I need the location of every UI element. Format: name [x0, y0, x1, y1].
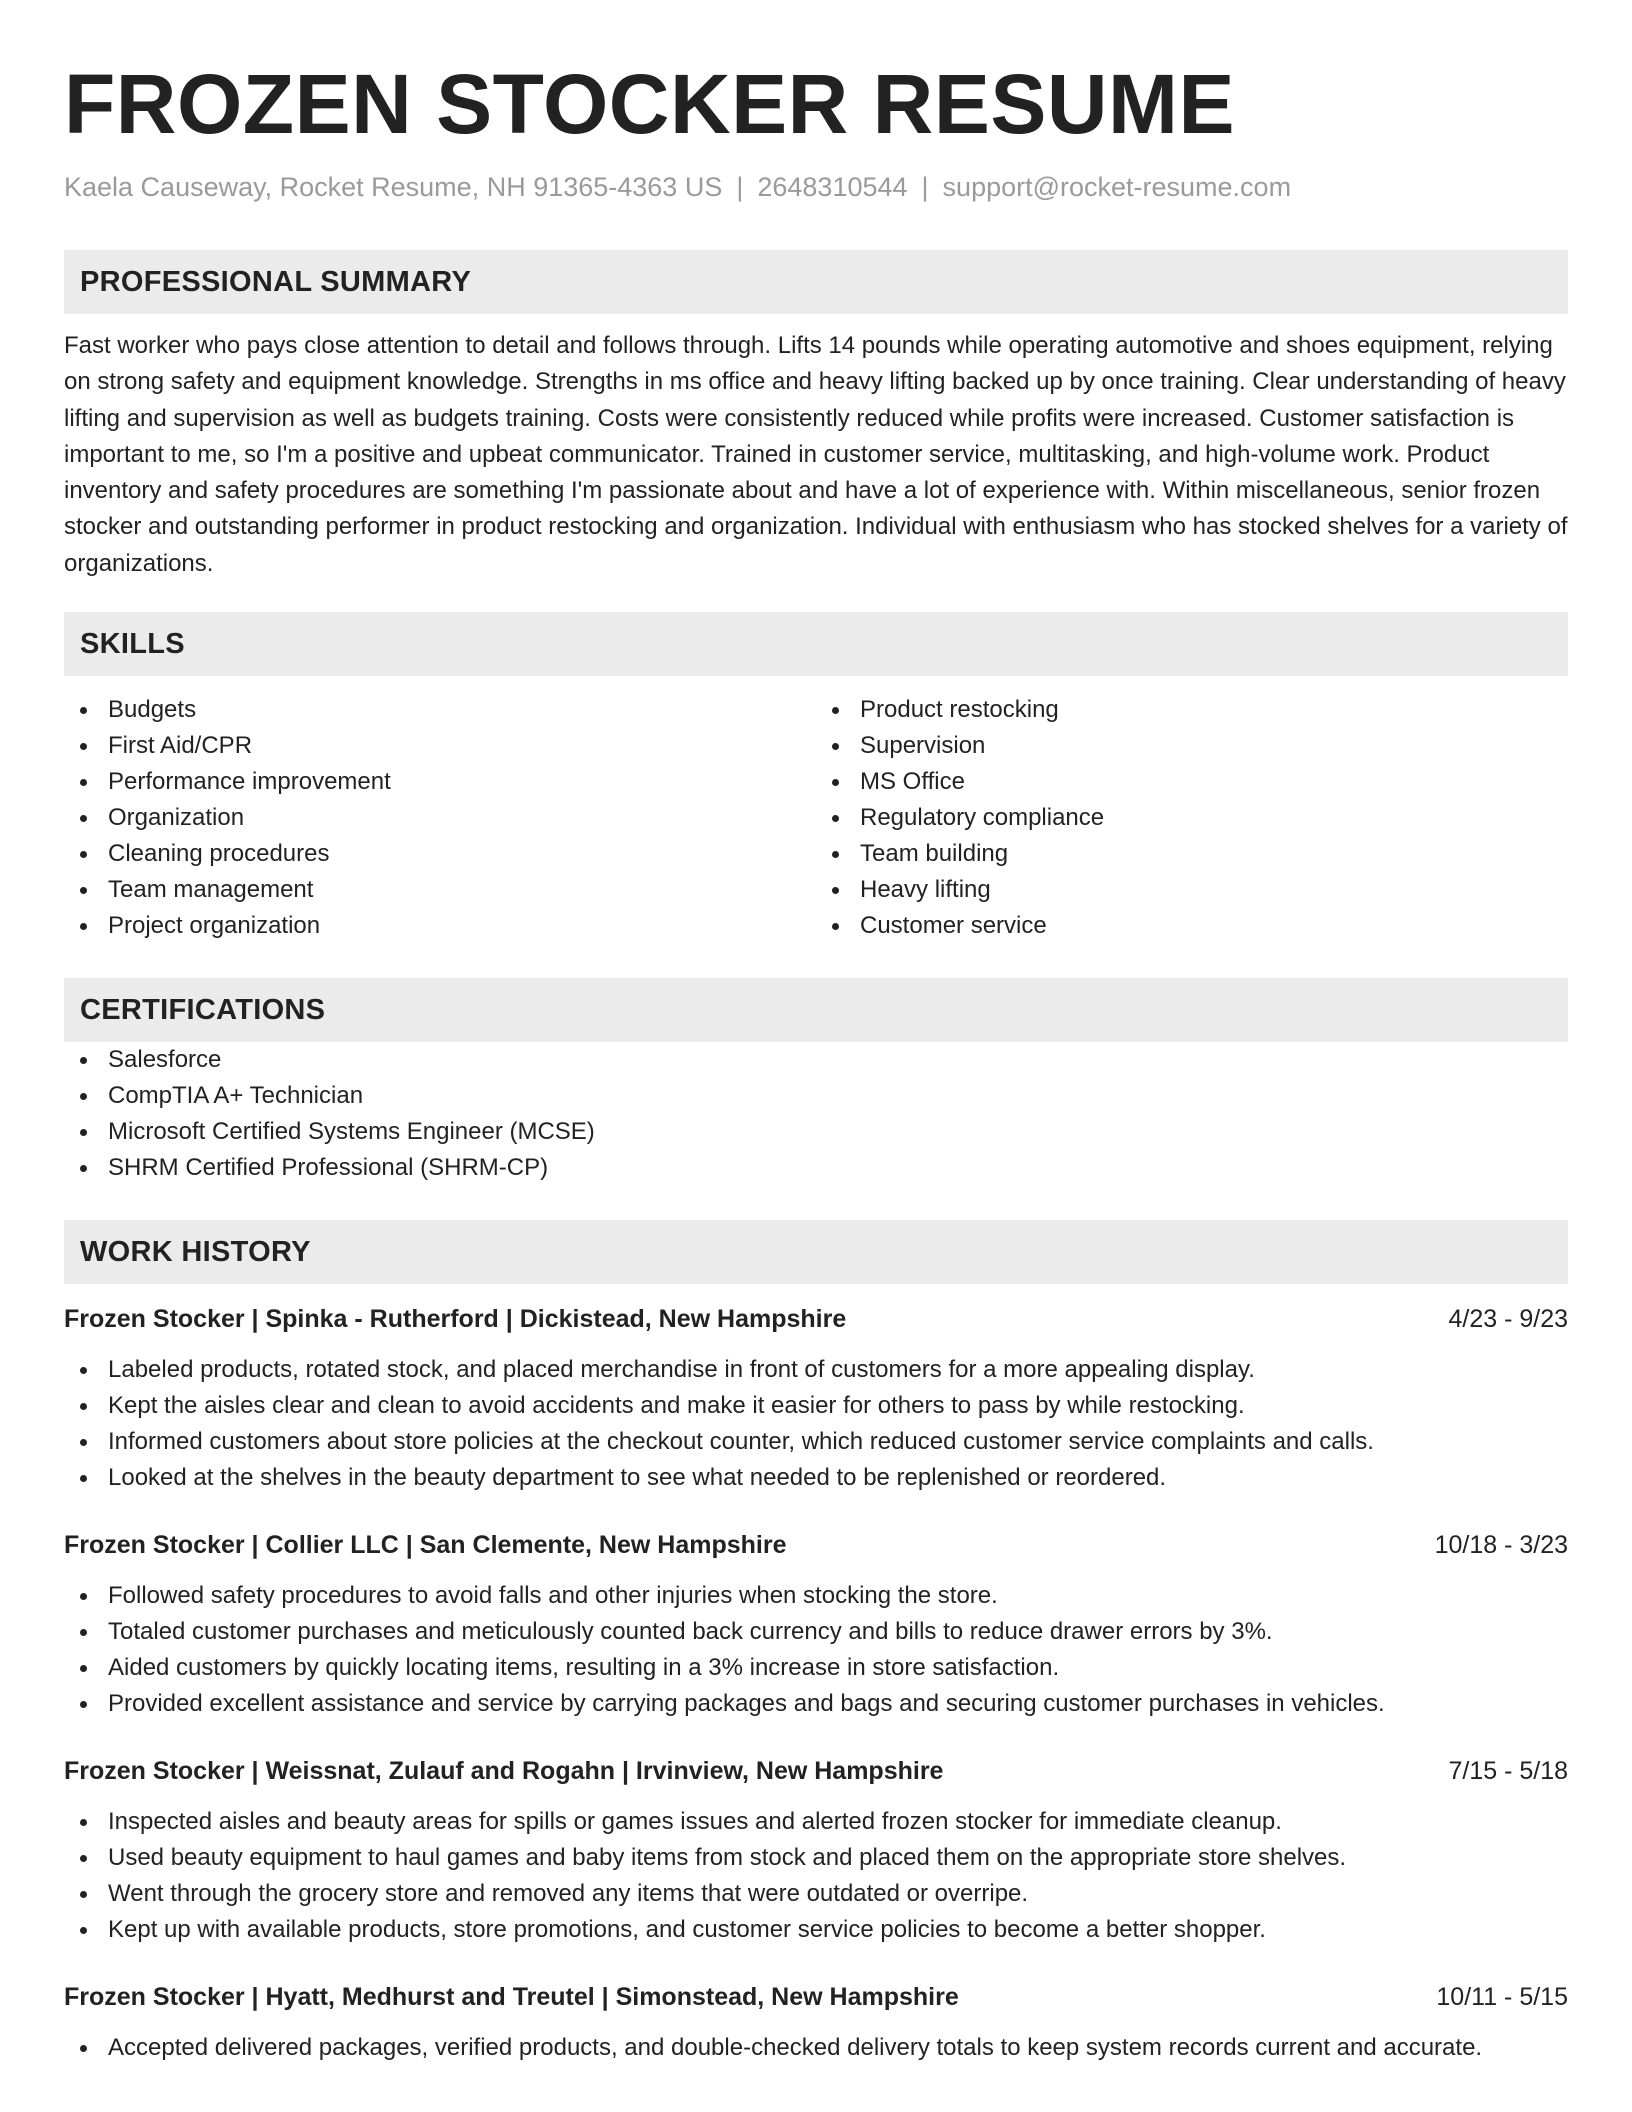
job-entry	[64, 1302, 1568, 1496]
job-dates: 7/15 - 5/18	[1448, 1757, 1568, 1786]
work-history-heading: WORK HISTORY	[64, 1220, 1568, 1284]
certifications-section	[64, 978, 1568, 1186]
skills-grid	[64, 692, 1568, 944]
skill-item: First Aid/CPR	[64, 728, 816, 764]
work-history-section	[64, 1220, 1568, 2066]
job-bullets	[64, 2030, 1568, 2066]
certifications-list	[64, 1042, 1568, 1186]
contact-separator: |	[736, 172, 744, 202]
job-bullet: Accepted delivered packages, verified products, and double-checked delivery totals to keep system records current and accurate.	[64, 2030, 1568, 2066]
job-entry	[64, 1980, 1568, 2066]
skill-item: Heavy lifting	[816, 872, 1568, 908]
job-title: Frozen Stocker | Hyatt, Medhurst and Treutel | Simonstead, New Hampshire	[64, 1983, 959, 2012]
job-bullets	[64, 1352, 1568, 1496]
certifications-heading: CERTIFICATIONS	[64, 978, 1568, 1042]
skill-item: Performance improvement	[64, 764, 816, 800]
job-header	[64, 1980, 1568, 2014]
skill-item: Regulatory compliance	[816, 800, 1568, 836]
skill-item: Team management	[64, 872, 816, 908]
skills-column-left	[64, 692, 816, 944]
job-bullet: Informed customers about store policies at the checkout counter, which reduced customer service complaints and calls.	[64, 1424, 1568, 1460]
skill-item: Project organization	[64, 908, 816, 944]
skill-item: Supervision	[816, 728, 1568, 764]
skills-list-right	[816, 692, 1568, 944]
job-bullet: Provided excellent assistance and service by carrying packages and bags and securing customer purchases in vehicles.	[64, 1686, 1568, 1722]
skill-item: Budgets	[64, 692, 816, 728]
skills-list-left	[64, 692, 816, 944]
certification-item: CompTIA A+ Technician	[64, 1078, 1568, 1114]
certification-item: SHRM Certified Professional (SHRM-CP)	[64, 1150, 1568, 1186]
job-entry	[64, 1754, 1568, 1948]
job-bullet: Labeled products, rotated stock, and placed merchandise in front of customers for a more appealing display.	[64, 1352, 1568, 1388]
summary-text: Fast worker who pays close attention to detail and follows through. Lifts 14 pounds while operating automotive and shoes equipment, relying on strong safety and equipment knowledge. Strengths in ms office and heavy lifting backed up by once training. Clear understanding of heavy lifting and supervision as well as budgets training. Costs were consistently reduced while profits were increased. Customer satisfaction is important to me, so I'm a positive and upbeat communicator. Trained in customer service, multitasking, and high-volume work. Product inventory and safety procedures are something I'm passionate about and have a lot of experience with. Within miscellaneous, senior frozen stocker and outstanding performer in product restocking and organization. Individual with enthusiasm who has stocked shelves for a variety of organizations.	[64, 332, 1568, 577]
job-title: Frozen Stocker | Spinka - Rutherford | Dickistead, New Hampshire	[64, 1305, 847, 1334]
job-entry	[64, 1528, 1568, 1722]
job-bullets	[64, 1804, 1568, 1948]
contact-email: support@rocket-resume.com	[942, 172, 1292, 202]
skills-heading: SKILLS	[64, 612, 1568, 676]
skills-column-right	[816, 692, 1568, 944]
summary-section	[64, 250, 1568, 582]
summary-heading: PROFESSIONAL SUMMARY	[64, 250, 1568, 314]
job-bullet: Inspected aisles and beauty areas for spills or games issues and alerted frozen stocker for immediate cleanup.	[64, 1804, 1568, 1840]
certification-item: Salesforce	[64, 1042, 1568, 1078]
skill-item: MS Office	[816, 764, 1568, 800]
certification-item: Microsoft Certified Systems Engineer (MCSE)	[64, 1114, 1568, 1150]
skills-section	[64, 612, 1568, 944]
job-bullet: Followed safety procedures to avoid falls and other injuries when stocking the store.	[64, 1578, 1568, 1614]
job-bullet: Used beauty equipment to haul games and baby items from stock and placed them on the appropriate store shelves.	[64, 1840, 1568, 1876]
job-header	[64, 1302, 1568, 1336]
job-dates: 4/23 - 9/23	[1448, 1305, 1568, 1334]
contact-separator: |	[921, 172, 929, 202]
job-dates: 10/11 - 5/15	[1436, 1983, 1568, 2012]
skill-item: Product restocking	[816, 692, 1568, 728]
contact-line	[64, 170, 1568, 204]
job-bullet: Kept up with available products, store promotions, and customer service policies to become a better shopper.	[64, 1912, 1568, 1948]
resume-title: FROZEN STOCKER RESUME	[64, 57, 1236, 151]
skill-item: Team building	[816, 836, 1568, 872]
job-bullet: Kept the aisles clear and clean to avoid accidents and make it easier for others to pass by while restocking.	[64, 1388, 1568, 1424]
job-header	[64, 1754, 1568, 1788]
contact-phone: 2648310544	[757, 172, 908, 202]
job-title: Frozen Stocker | Collier LLC | San Clemente, New Hampshire	[64, 1531, 787, 1560]
job-bullet: Totaled customer purchases and meticulously counted back currency and bills to reduce drawer errors by 3%.	[64, 1614, 1568, 1650]
job-bullet: Went through the grocery store and removed any items that were outdated or overripe.	[64, 1876, 1568, 1912]
job-dates: 10/18 - 3/23	[1434, 1531, 1568, 1560]
contact-address: Kaela Causeway, Rocket Resume, NH 91365-4363 US	[64, 172, 723, 202]
skill-item: Cleaning procedures	[64, 836, 816, 872]
job-bullets	[64, 1578, 1568, 1722]
job-bullet: Aided customers by quickly locating items, resulting in a 3% increase in store satisfaction.	[64, 1650, 1568, 1686]
job-title: Frozen Stocker | Weissnat, Zulauf and Rogahn | Irvinview, New Hampshire	[64, 1757, 944, 1786]
skill-item: Customer service	[816, 908, 1568, 944]
skill-item: Organization	[64, 800, 816, 836]
job-bullet: Looked at the shelves in the beauty department to see what needed to be replenished or reordered.	[64, 1460, 1568, 1496]
job-header	[64, 1528, 1568, 1562]
